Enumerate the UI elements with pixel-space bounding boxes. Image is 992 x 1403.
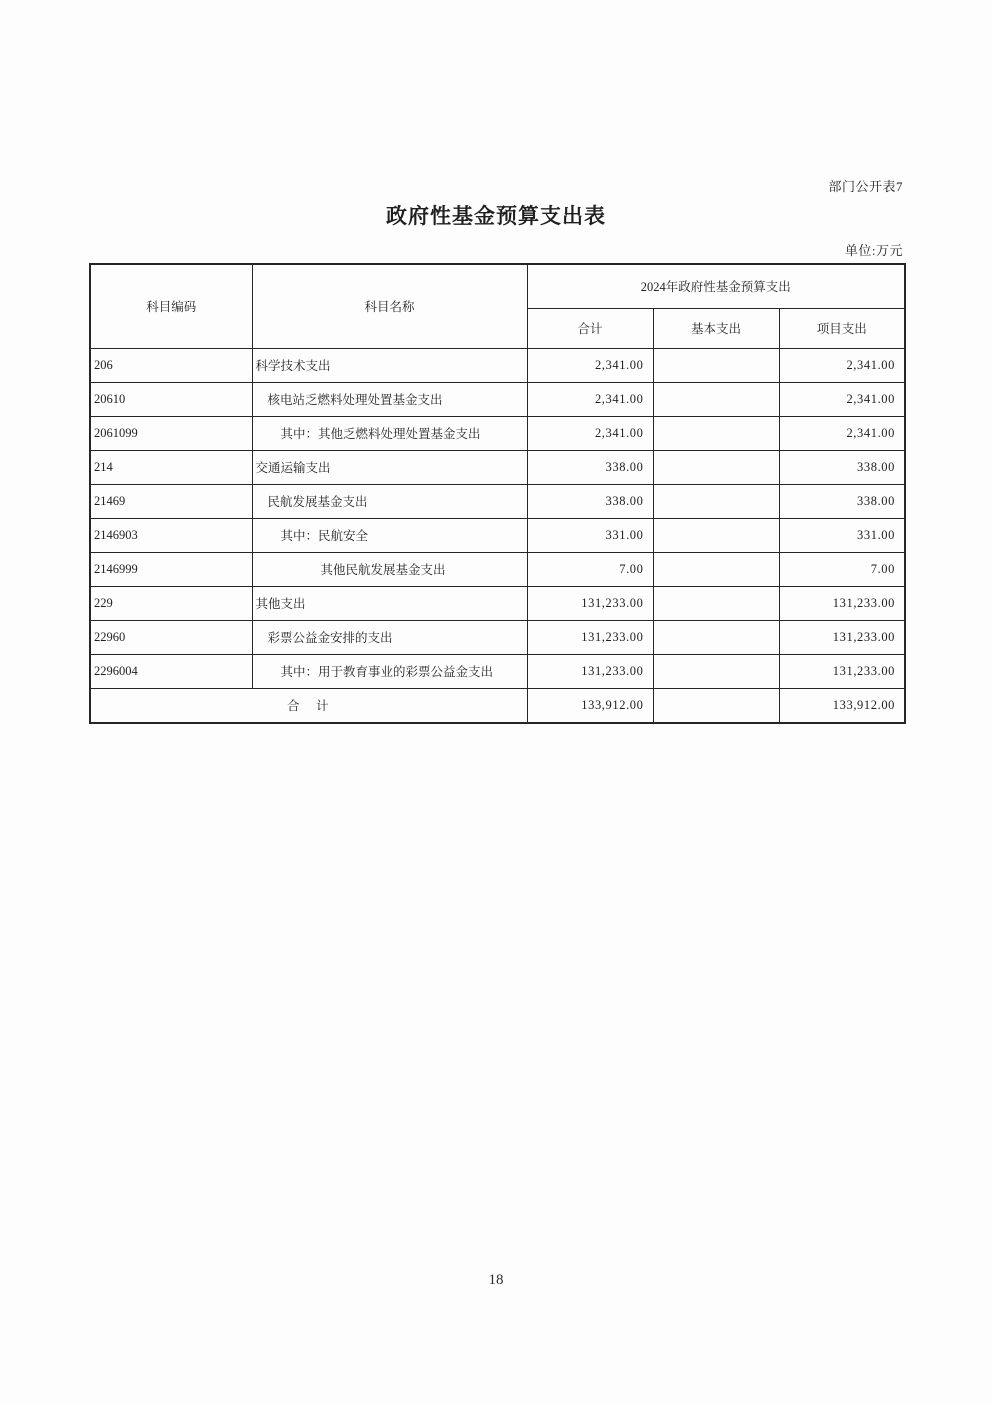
cell-subject-code: 2061099 bbox=[90, 416, 252, 450]
table-row bbox=[90, 416, 905, 450]
cell-subject-name: 其中：用于教育事业的彩票公益金支出 bbox=[252, 654, 527, 688]
cell-subject-name: 其他民航发展基金支出 bbox=[252, 552, 527, 586]
cell-basic-expenditure bbox=[653, 416, 779, 450]
cell-basic-expenditure bbox=[653, 518, 779, 552]
cell-subject-code: 214 bbox=[90, 450, 252, 484]
cell-subject-code: 229 bbox=[90, 586, 252, 620]
table-row bbox=[90, 586, 905, 620]
cell-subject-name: 其他支出 bbox=[252, 586, 527, 620]
cell-basic-expenditure bbox=[653, 382, 779, 416]
cell-total: 331.00 bbox=[527, 518, 653, 552]
cell-total: 338.00 bbox=[527, 450, 653, 484]
table-header bbox=[90, 264, 905, 348]
page-title: 政府性基金预算支出表 bbox=[386, 205, 606, 228]
header-subject-code: 科目编码 bbox=[90, 264, 252, 348]
cell-total: 2,341.00 bbox=[527, 348, 653, 382]
table-row bbox=[90, 654, 905, 688]
cell-total: 2,341.00 bbox=[527, 416, 653, 450]
cell-total: 2,341.00 bbox=[527, 382, 653, 416]
cell-project-expenditure: 2,341.00 bbox=[779, 416, 905, 450]
cell-total: 7.00 bbox=[527, 552, 653, 586]
cell-basic-expenditure bbox=[653, 586, 779, 620]
cell-basic-expenditure bbox=[653, 654, 779, 688]
header-subject-name: 科目名称 bbox=[252, 264, 527, 348]
cell-basic-expenditure bbox=[653, 348, 779, 382]
unit-label: 单位:万元 bbox=[844, 243, 903, 258]
page-number: 18 bbox=[488, 1272, 504, 1288]
cell-subject-name: 其中：民航安全 bbox=[252, 518, 527, 552]
cell-subject-code: 20610 bbox=[90, 382, 252, 416]
cell-project-expenditure: 2,341.00 bbox=[779, 382, 905, 416]
cell-basic-expenditure bbox=[653, 552, 779, 586]
cell-subject-code: 2146903 bbox=[90, 518, 252, 552]
total-row bbox=[90, 688, 905, 723]
cell-project-expenditure: 2,341.00 bbox=[779, 348, 905, 382]
header-project-expenditure: 项目支出 bbox=[779, 308, 905, 348]
cell-project-expenditure: 131,233.00 bbox=[779, 620, 905, 654]
table-row bbox=[90, 552, 905, 586]
cell-subject-name: 其中：其他乏燃料处理处置基金支出 bbox=[252, 416, 527, 450]
total-row-label: 合 计 bbox=[90, 688, 527, 723]
cell-subject-name: 民航发展基金支出 bbox=[252, 484, 527, 518]
cell-subject-code: 21469 bbox=[90, 484, 252, 518]
total-row-basic bbox=[653, 688, 779, 723]
budget-table bbox=[89, 263, 906, 724]
cell-subject-code: 2146999 bbox=[90, 552, 252, 586]
cell-subject-code: 2296004 bbox=[90, 654, 252, 688]
cell-basic-expenditure bbox=[653, 620, 779, 654]
cell-subject-name: 科学技术支出 bbox=[252, 348, 527, 382]
header-total: 合计 bbox=[527, 308, 653, 348]
cell-project-expenditure: 131,233.00 bbox=[779, 586, 905, 620]
cell-subject-name: 彩票公益金安排的支出 bbox=[252, 620, 527, 654]
table-row bbox=[90, 484, 905, 518]
table-row bbox=[90, 518, 905, 552]
table-row bbox=[90, 620, 905, 654]
cell-total: 338.00 bbox=[527, 484, 653, 518]
cell-project-expenditure: 338.00 bbox=[779, 450, 905, 484]
corner-table-label: 部门公开表7 bbox=[828, 179, 903, 194]
table-row bbox=[90, 348, 905, 382]
cell-subject-code: 22960 bbox=[90, 620, 252, 654]
total-row-sum: 133,912.00 bbox=[527, 688, 653, 723]
cell-total: 131,233.00 bbox=[527, 586, 653, 620]
cell-project-expenditure: 131,233.00 bbox=[779, 654, 905, 688]
cell-subject-name: 交通运输支出 bbox=[252, 450, 527, 484]
cell-total: 131,233.00 bbox=[527, 654, 653, 688]
header-basic-expenditure: 基本支出 bbox=[653, 308, 779, 348]
cell-subject-code: 206 bbox=[90, 348, 252, 382]
cell-project-expenditure: 331.00 bbox=[779, 518, 905, 552]
cell-basic-expenditure bbox=[653, 450, 779, 484]
table-footer bbox=[90, 688, 905, 723]
table-row bbox=[90, 450, 905, 484]
header-row-group bbox=[90, 264, 905, 308]
table-row bbox=[90, 382, 905, 416]
total-row-project: 133,912.00 bbox=[779, 688, 905, 723]
table-body bbox=[90, 348, 905, 688]
cell-subject-name: 核电站乏燃料处理处置基金支出 bbox=[252, 382, 527, 416]
header-budget-group: 2024年政府性基金预算支出 bbox=[527, 264, 905, 308]
cell-project-expenditure: 338.00 bbox=[779, 484, 905, 518]
cell-project-expenditure: 7.00 bbox=[779, 552, 905, 586]
cell-basic-expenditure bbox=[653, 484, 779, 518]
cell-total: 131,233.00 bbox=[527, 620, 653, 654]
